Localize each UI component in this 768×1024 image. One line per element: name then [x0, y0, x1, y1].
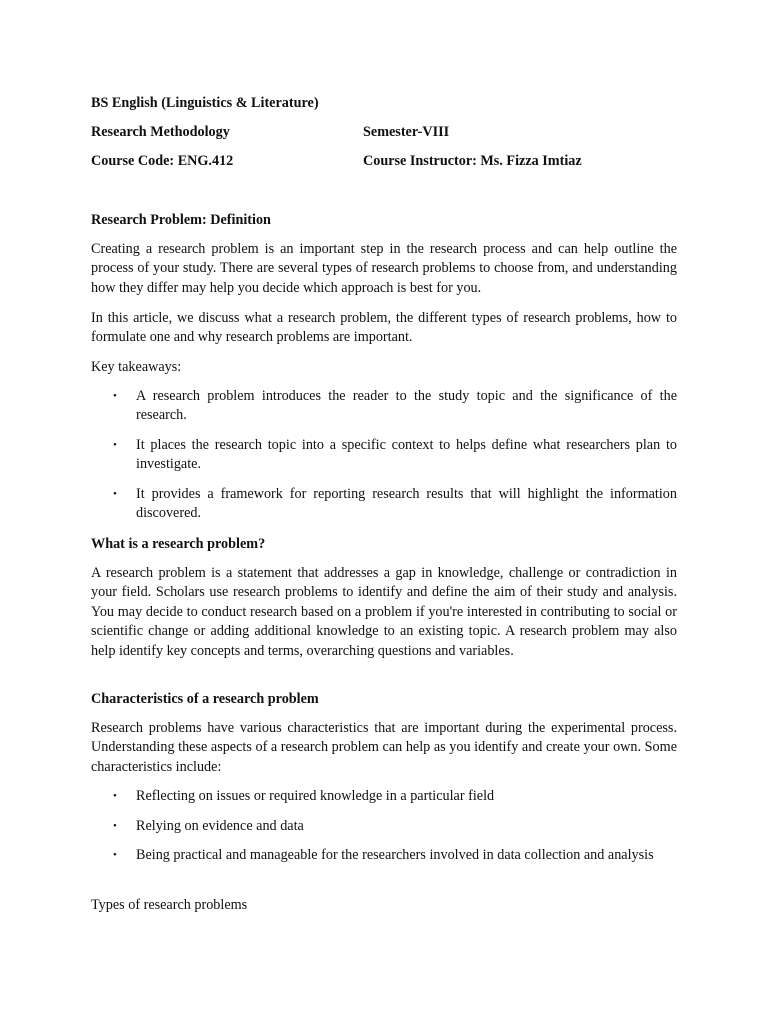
list-item-text: Reflecting on issues or required knowledge in a particular field — [136, 788, 495, 804]
bullet-icon: • — [113, 390, 117, 402]
key-takeaways-label: Key takeaways: — [91, 359, 182, 375]
list-item-text: Being practical and manageable for the researchers involved in data collection and analysis — [136, 847, 654, 863]
definition-paragraph-1: Creating a research problem is an important step in the research process and can help outline the process of your study. There are several types of research problems to choose from, and understanding how they differ may help you decide which approach is best for you. — [91, 241, 677, 296]
section-heading-types: Types of research problems — [91, 897, 248, 913]
course-instructor: Course Instructor: Ms. Fizza Imtiaz — [363, 153, 582, 169]
what-is-paragraph: A research problem is a statement that addresses a gap in knowledge, challenge or contradiction in your field. Scholars use research problems to identify and define the aim of their study and analysis. You may decide to conduct research based on a problem if you're interested in contributing to social or scientific change or adding additional knowledge to an existing topic. A research problem may also help identify key concepts and terms, overarching questions and variables. — [91, 565, 677, 659]
course-title: Research Methodology — [91, 124, 230, 140]
bullet-icon: • — [113, 849, 117, 861]
bullet-icon: • — [113, 790, 117, 802]
list-item-text: A research problem introduces the reader to the study topic and the significance of the research. — [136, 388, 677, 424]
list-item-text: Relying on evidence and data — [136, 818, 304, 834]
list-item-text: It places the research topic into a specific context to helps define what researchers plan to investigate. — [136, 437, 677, 473]
course-code: Course Code: ENG.412 — [91, 153, 234, 169]
list-item-text: It provides a framework for reporting research results that will highlight the information discovered. — [136, 486, 677, 522]
semester-label: Semester-VIII — [363, 124, 450, 140]
section-heading-what-is: What is a research problem? — [91, 536, 266, 552]
bullet-icon: • — [113, 820, 117, 832]
definition-paragraph-2: In this article, we discuss what a research problem, the different types of research problems, how to formulate one and why research problems are important. — [91, 310, 677, 346]
section-heading-characteristics: Characteristics of a research problem — [91, 691, 319, 707]
program-title: BS English (Linguistics & Literature) — [91, 95, 319, 111]
bullet-icon: • — [113, 488, 117, 500]
section-heading-definition: Research Problem: Definition — [91, 212, 271, 228]
bullet-icon: • — [113, 439, 117, 451]
characteristics-paragraph: Research problems have various characteristics that are important during the experimental process. Understanding these aspects of a research problem can help as you identify and create your own. Some characteristics include: — [91, 720, 677, 775]
